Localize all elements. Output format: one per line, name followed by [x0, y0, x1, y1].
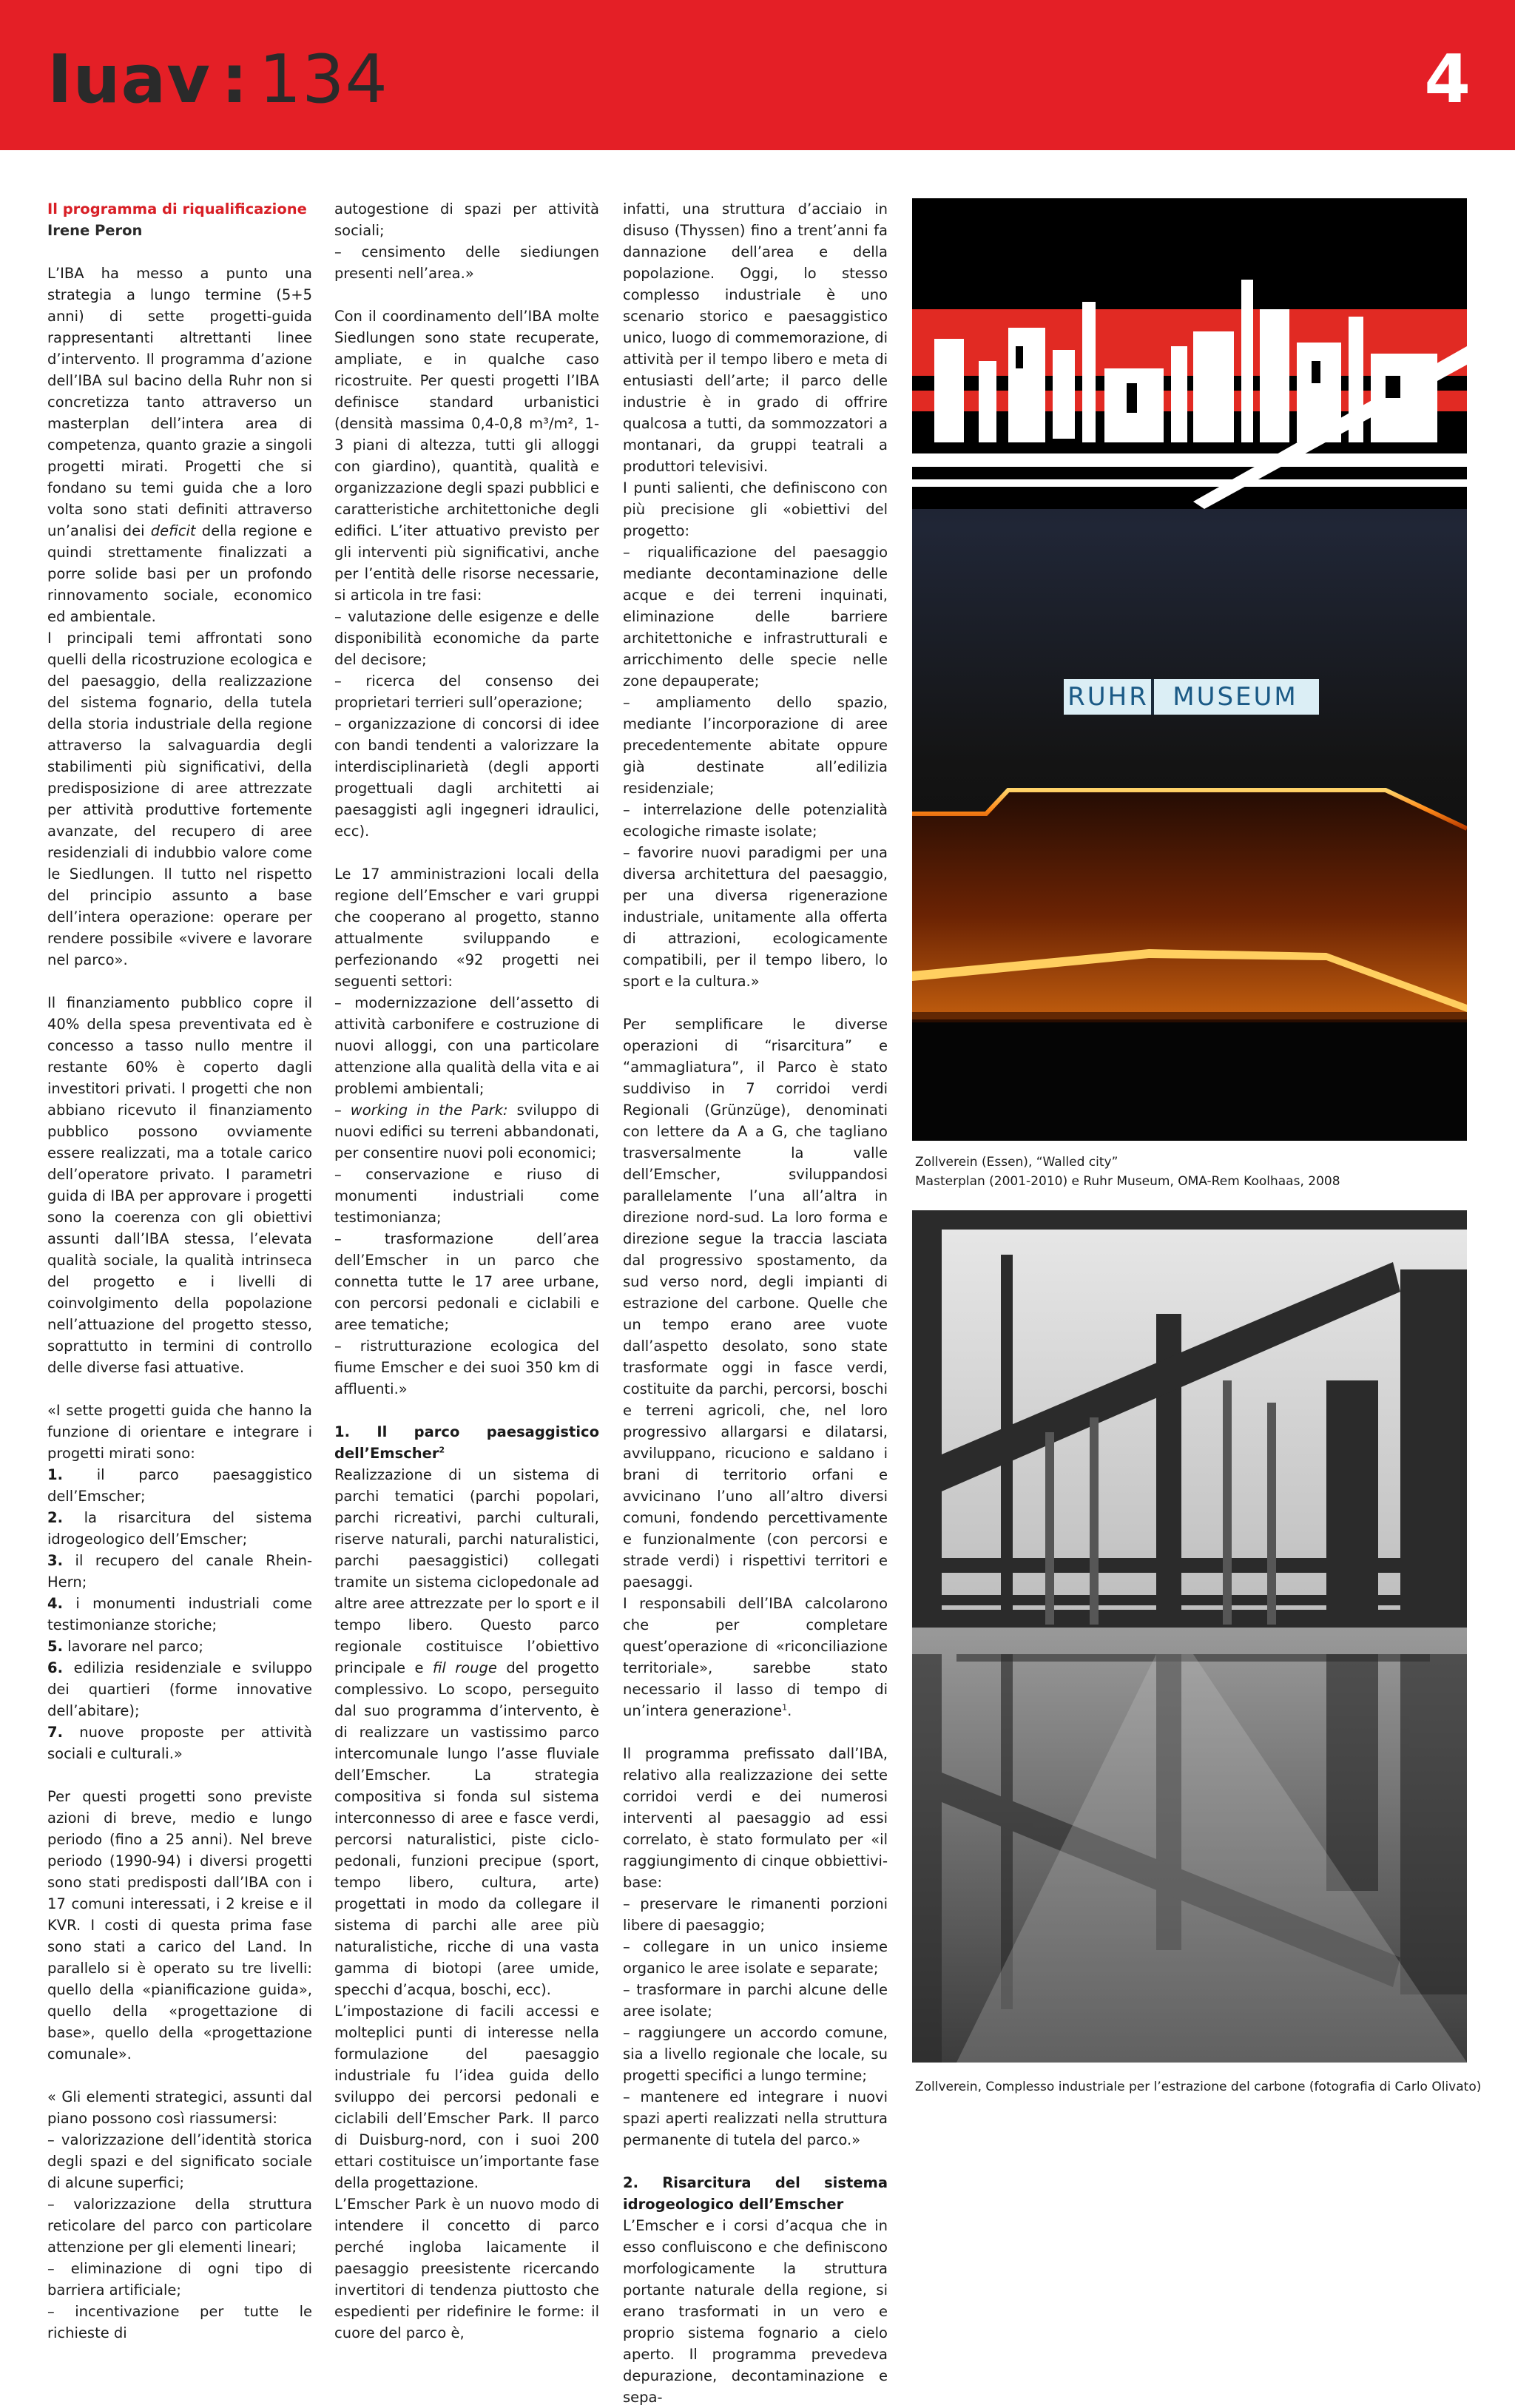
paragraph: Il finanziamento pubblico copre il 40% della spesa preventivata ed è concesso a tasso nullo mentre il restante 60% è coperto dagli investitori privati. I progetti che non abbiano ricevuto il finanziamento pubblico possono ovviamente essere realizzati, ma a totale carico dell’operatore privato. I parametri guida di IBA per approvare i progetti sono la coerenza con gli obiettivi assunti dall’IBA stessa, l’elevata qualità sociale, la qualità intrinseca del progetto e i livelli di coinvolgimento della popolazione nell’attuazione del progetto stesso, soprattutto in termini di controllo delle diverse fasi attuative. [47, 994, 312, 1376]
paragraph: – conservazione e riuso di monumenti industriali come testimonianza; [334, 1166, 599, 1226]
paragraph: – trasformare in parchi alcune delle aree isolate; [623, 1981, 888, 2020]
zollverein-illustration [912, 1210, 1467, 2063]
list-item: 4. i monumenti industriali come testimonianze storiche; [47, 1595, 312, 1633]
paragraph: – eliminazione di ogni tipo di barriera artificiale; [47, 2260, 312, 2299]
figure-caption-2: Zollverein, Complesso industriale per l’estrazione del carbone (fotografia di Carlo Olivato) [915, 2080, 1482, 2094]
paragraph: Per semplificare le diverse operazioni di “risarcitura” e “ammagliatura”, il Parco è stato suddiviso in 7 corridoi verdi Regionali (Grünzüge), denominati con lettere da A a G, che tagliano trasversalmente la valle dell’Emscher, sviluppandosi parallelamente l’una all’altra in direzione nord-sud. La loro forma e direzione segue la traccia lasciata dal progressivo spostamento, da sud verso nord, degli impianti di estrazione del carbone. Quelle che un tempo erano aree vuote dall’aspetto desolato, sono state trasformate oggi in fasce verdi, costituite da parchi, percorsi, boschi e terreni agricoli, che, nel loro progressivo allargarsi e dilatarsi, avviluppano, ricuciono e saldano i brani di territorio orfani e avvicinano l’uno all’altro diversi comuni, fondendo percettivamente e funzionalmente (con percorsi e strade verdi) i rispettivi territori e paesaggi. [623, 1016, 888, 1591]
text-column-1 [47, 198, 312, 2344]
list-item: 2. la risarcitura del sistema idrogeologico dell’Emscher; [47, 1509, 312, 1548]
text-column-2 [334, 198, 599, 2344]
paragraph: – valorizzazione dell’identità storica degli spazi e del significato sociale di alcune superfici; [47, 2131, 312, 2191]
list-item: 7. nuove proposte per attività sociali e culturali.» [47, 1724, 312, 1762]
sign-text-ruhr: RUHR [1067, 682, 1149, 712]
paragraph: I punti salienti, che definiscono con più precisione gli «obiettivi del progetto: [623, 479, 888, 539]
paragraph: – favorire nuovi paradigmi per una diversa architettura del paesaggio, per una diversa rigenerazione industriale, unitamente alla offerta di attrazioni, ecologicamente compatibili, per il tempo libero, lo sport e la cultura.» [623, 844, 888, 990]
paragraph: – collegare in un unico insieme organico le aree isolate e separate; [623, 1938, 888, 1977]
magazine-logo [47, 43, 388, 117]
section-heading: 2. Risarcitura del sistema idrogeologico dell’Emscher [623, 2174, 888, 2213]
ruhr-museum-illustration [912, 198, 1467, 1141]
paragraph: infatti, una struttura d’acciaio in disuso (Thyssen) fino a trent’anni fa dannazione dell’area e della popolazione. Oggi, lo stesso complesso industriale è uno scenario storico e paesaggistico unico, luogo di commemorazione, di attività per il tempo libero e meta di entusiasti dell’arte; il parco delle industrie è in grado di offrire qualcosa a tutti, da sommozzatori a montanari, da gruppi teatrali a produttori televisivi. [623, 200, 888, 475]
paragraph: L’Emscher Park è un nuovo modo di intendere il concetto di parco perché ingloba laicamente il paesaggio preesistente ricercando invertitori di tendenza piuttosto che espedienti per ridefinire le forme: il cuore del parco è, [334, 2196, 599, 2341]
list-item: 1. il parco paesaggistico dell’Emscher; [47, 1466, 312, 1505]
paragraph: – trasformazione dell’area dell’Emscher in un parco che connetta tutte le 17 aree urbane, con percorsi pedonali e ciclabili e aree tematiche; [334, 1230, 599, 1333]
paragraph: – riqualificazione del paesaggio mediante decontaminazione delle acque e dei terreni inquinati, eliminazione delle barriere architettoniche e infrastrutturali e arricchimento delle specie nelle zone depauperate; [623, 544, 888, 689]
paragraph: L’IBA ha messo a punto una strategia a lungo termine (5+5 anni) di sette progetti-guida rappresentanti altrettanti linee d’intervento. Il programma d’azione dell’IBA sul bacino della Ruhr non si concretizza tanto attraverso un masterplan dell’intera area di competenza, quanto grazie a singoli progetti mirati. Progetti che si fondano su temi guida che a loro volta sono stati definiti attraverso un’analisi dei deficit della regione e quindi strettamente finalizzati a porre solide basi per un profondo rinnovamento sociale, economico ed ambientale. [47, 265, 312, 625]
paragraph: Le 17 amministrazioni locali della regione dell’Emscher e vari gruppi che cooperano al progetto, stanno attualmente sviluppando e perfezionando «92 progetti nei seguenti settori: [334, 866, 599, 990]
list-item: 3. il recupero del canale Rhein-Hern; [47, 1552, 312, 1591]
paragraph: I responsabili dell’IBA calcolarono che per completare quest’operazione di «riconciliazione territoriale», sarebbe stato necessario il lasso di tempo di un’intera generazione$^1$. [623, 1595, 888, 1719]
paragraph: L’impostazione di facili accessi e molteplici punti di interesse nella formulazione del paesaggio industriale fu l’idea guida dello sviluppo dei percorsi pedonali e ciclabili dell’Emscher Park. Il parco di Duisburg-nord, con i suoi 200 ettari costituisce un’importante fase della progettazione. [334, 2003, 599, 2191]
issue-number: 134 [258, 41, 388, 118]
page-number: 4 [1424, 41, 1471, 118]
caption-line: Masterplan (2001-2010) e Ruhr Museum, OMA-Rem Koolhaas, 2008 [915, 1174, 1340, 1189]
brand-name: Iuav [47, 41, 211, 118]
paragraph: – ricerca del consenso dei proprietari terrieri sull’operazione; [334, 672, 599, 711]
paragraph: – preservare le rimanenti porzioni libere di paesaggio; [623, 1895, 888, 1934]
paragraph: – working in the Park: sviluppo di nuovi edifici su terreni abbandonati, per consentire nuovi poli economici; [334, 1102, 599, 1161]
paragraph: « Gli elementi strategici, assunti dal piano possono così riassumersi: [47, 2088, 312, 2127]
paragraph: autogestione di spazi per attività sociali; [334, 200, 599, 239]
sign-text-museum: MUSEUM [1172, 682, 1298, 712]
paragraph: – valutazione delle esigenze e delle disponibilità economiche da parte del decisore; [334, 608, 599, 668]
paragraph: – ampliamento dello spazio, mediante l’incorporazione di aree precedentemente abitate oppure già destinate all’edilizia residenziale; [623, 694, 888, 797]
paragraph: – mantenere ed integrare i nuovi spazi aperti realizzati nella struttura permanente di tutela del parco.» [623, 2088, 888, 2148]
section-heading: 1. Il parco paesaggistico dell’Emscher$^2$ [334, 1423, 599, 1462]
caption-line: Zollverein (Essen), “Walled city” [915, 1155, 1118, 1170]
paragraph: Il programma prefissato dall’IBA, relativo alla realizzazione dei sette corridoi verdi e dei numerosi interventi al paesaggio ad essi correlato, è stato formulato per «il raggiungimento di cinque obbiettivi-base: [623, 1745, 888, 1891]
zollverein-photo [912, 1210, 1467, 2063]
article-author: Irene Peron [47, 222, 143, 239]
brand-separator: : [220, 41, 249, 118]
list-item: 5. lavorare nel parco; [47, 1638, 203, 1655]
paragraph: – interrelazione delle potenzialità ecologiche rimaste isolate; [623, 801, 888, 840]
paragraph: L’Emscher e i corsi d’acqua che in esso confluiscono e che definiscono morfologicamente la struttura portante naturale della regione, si erano trasformati in un vero e proprio sistema fognario a cielo aperto. Il programma prevedeva depurazione, decontaminazione e sepa- [623, 2217, 888, 2406]
paragraph: «I sette progetti guida che hanno la funzione di orientare e integrare i progetti mirati sono: [47, 1402, 312, 1462]
paragraph: – modernizzazione dell’assetto di attività carbonifere e costruzione di nuovi alloggi, con una particolare attenzione alla qualità della vita e ai problemi ambientali; [334, 994, 599, 1097]
paragraph: Realizzazione di un sistema di parchi tematici (parchi popolari, parchi ricreativi, parchi culturali, riserve naturali, parchi naturalistici, parchi paesaggistici) collegati tramite un sistema ciclopedonale ad altre aree attrezzate per lo sport e il tempo libero. Questo parco regionale costituisce l’obiettivo principale e fil rouge del progetto complessivo. Lo scopo, perseguito dal suo programma d’intervento, è di realizzare un vastissimo parco intercomunale lungo l’asse fluviale dell’Emscher. La strategia compositiva si fonda sul sistema interconnesso di aree e fasce verdi, percorsi naturalistici, piste ciclo-pedonali, funzioni precipue (sport, tempo libero, cultura, arte) progettati in modo da collegare il sistema di parchi alle aree più naturalistiche, ricche di una vasta gamma di biotopi (aree umide, specchi d’acqua, boschi, ecc). [334, 1466, 599, 1998]
text-column-3 [623, 198, 888, 2408]
paragraph: – organizzazione di concorsi di idee con bandi tendenti a valorizzare la interdisciplinarietà (degli apporti progettuali dagli architetti ai paesaggisti agli ingegneri idraulici, ecc). [334, 715, 599, 840]
paragraph: – valorizzazione della struttura reticolare del parco con particolare attenzione per gli elementi lineari; [47, 2196, 312, 2256]
paragraph: – incentivazione per tutte le richieste di [47, 2303, 312, 2341]
paragraph: I principali temi affrontati sono quelli della ricostruzione ecologica e del paesaggio, della realizzazione del sistema fognario, della tutela della storia industriale della regione attraverso la salvaguardia degli stabilimenti più significativi, della predisposizione di aree attrezzate per attività produttive fortemente avanzate, del recupero di aree residenziali di indubbio valore come le Siedlungen. Il tutto nel rispetto del principio assunto a base dell’intera operazione: operare per rendere possibile «vivere e lavorare nel parco». [47, 630, 312, 968]
ruhr-museum-image [912, 198, 1467, 1141]
article-title: Il programma di riqualificazione [47, 200, 307, 217]
paragraph: – censimento delle siediungen presenti nell’area.» [334, 243, 599, 282]
list-item: 6. edilizia residenziale e sviluppo dei quartieri (forme innovative dell’abitare); [47, 1659, 312, 1719]
paragraph: – raggiungere un accordo comune, sia a livello regionale che locale, su progetti specifici a lungo termine; [623, 2024, 888, 2084]
paragraph: Per questi progetti sono previste azioni di breve, medio e lungo periodo (fino a 25 anni). Nel breve periodo (1990-94) i diversi progetti sono stati predisposti dall’IBA con i 17 comuni interessati, i 2 kreise e il KVR. I costi di questa prima fase sono stati a carico del Land. In parallelo si è operato su tre livelli: quello della «pianificazione guida», quello della «progettazione di base», quello della «progettazione comunale». [47, 1788, 312, 2063]
figure-caption-1 [915, 1153, 1340, 1191]
paragraph: – ristrutturazione ecologica del fiume Emscher e dei suoi 350 km di affluenti.» [334, 1338, 599, 1397]
header-banner [0, 0, 1515, 150]
paragraph: Con il coordinamento dell’IBA molte Siedlungen sono state recuperate, ampliate, e in qualche caso ricostruite. Per questi progetti l’IBA definisce standard urbanistici (densità massima 0,4-0,8 m³/m², 1-3 piani di altezza, tutti gli alloggi con giardino), quantità, qualità e organizzazione degli spazi pubblici e caratteristiche architettoniche degli edifici. L’iter attuativo previsto per gli interventi più significativi, anche per l’entità delle risorse necessarie, si articola in tre fasi: [334, 308, 599, 604]
